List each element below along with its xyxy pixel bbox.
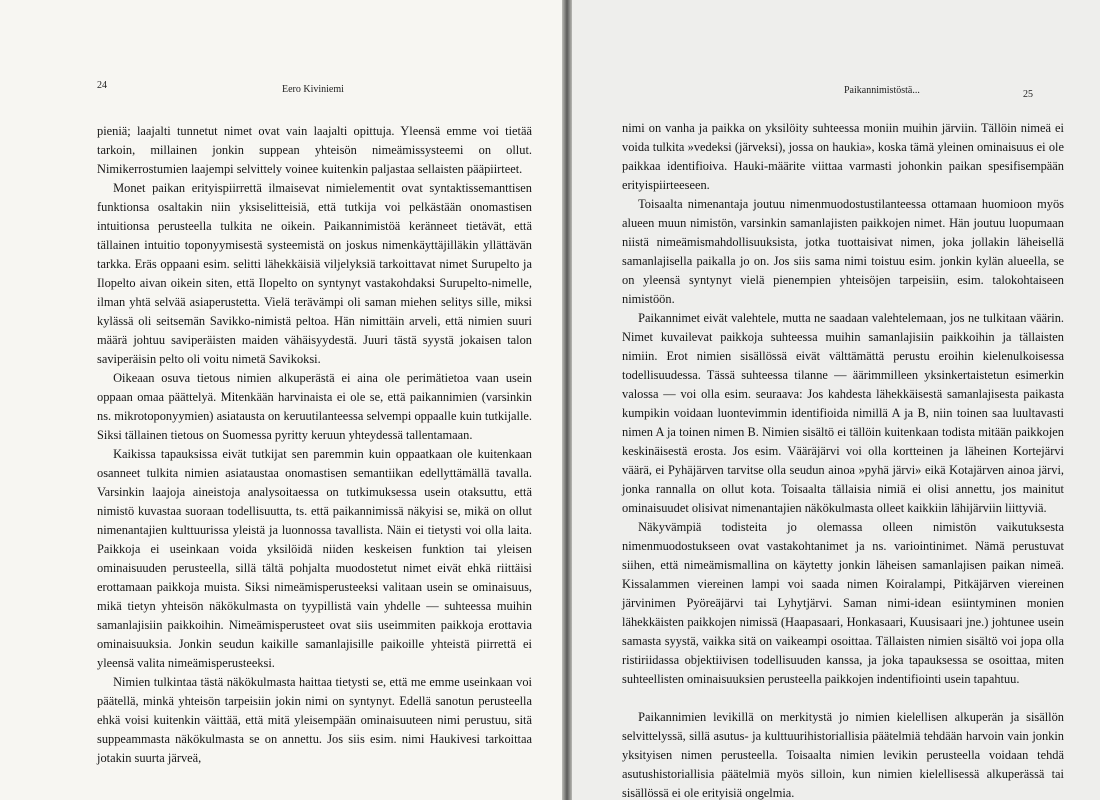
paragraph: nimi on vanha ja paikka on yksilöity suhteessa moniin muihin järviin. Tällöin nimeä ei voida tulkita »vedeksi (järveksi), jossa on haukia», koska tämä yleinen ominaisuus ei ole paikkaa identifioiva. Hauki-määrite viittaa varmasti johonkin paikan spesifisempään erityispiirteeseen. [622, 121, 1064, 192]
right-page [572, 0, 1100, 800]
book-gutter [562, 0, 572, 800]
author-name: Eero Kiviniemi [282, 84, 344, 95]
paragraph: Paikannimet eivät valehtele, mutta ne saadaan valehtelemaan, jos ne tulkitaan väärin. Nimet kuvailevat paikkoja suhteessa muihin samanlajisiin paikkoihin ja tällaisten nimiin. Erot nimien sisällössä eivät välttämättä perustu eroihin kielenulkoisessa todellisuudessa. Tässä suhteessa tilanne — äärimmilleen yksinkertaistetun esimerkin valossa — voi olla esim. seuraava: Jos kahdesta lähekkäisestä samanlajisesta paikasta kumpikin voidaan luontevimmin identifioida nimillä A ja B, niin toinen saa luultavasti nimen A ja toinen nimen B. Nimien sisältö ei tällöin kuitenkaan todista mitään paikkojen keskinäisestä erosta. Jos esim. Vääräjärvi voi olla kortteinen ja läheinen Kortejärvi väärä, ei Pyhäjärven tarvitse olla seudun ainoa »pyhä järvi» eikä Kotajärven ainoa järvi, jonka rannalla on ollut kota. Toisaalta tällaisia nimiä ei olisi annettu, jos mainitut ominaisuudet olisivat nimenantajien näkökulmasta olleet kaikkiin lähijärviin liittyviä. [622, 311, 1064, 515]
paragraph: Monet paikan erityispiirrettä ilmaisevat nimielementit ovat syntaktissemanttisen funktionsa osaltakin niin yksiselitteisiä, että tutkija voi pelkästään onomastisen intuitionsa perusteella tulkita ne oikein. Paikannimistöä keränneet tietävät, että tällainen intuitio toponyymisestä systeemistä on joskus nimenkäyttäjilläkin yllättävän tarkka. Eräs oppaani esim. selitti lähekkäisiä viljelyksiä tarkoittavat nimet Surupelto ja Ilopelto aivan oikein siten, että Ilopelto on syntynyt vastakohdaksi Surupelto-nimelle, ilman yhtä selvää asiaperustetta. Vielä terävämpi oli saman miehen selitys sille, miksi kylässä oli seitsemän Savikko-nimistä peltoa. Hän nimittäin arveli, että nimien suuri määrä johtuu saviperäisten maiden vähäisyydestä. Juuri tästä syystä jokaisen talon saviperäisin pelto oli voitu nimetä Savikoksi. [97, 181, 532, 366]
paragraph: Kaikissa tapauksissa eivät tutkijat sen paremmin kuin oppaatkaan ole kuitenkaan osanneet tulkita nimien asiataustaa onomastisen semantiikan edellyttämällä tavalla. Varsinkin laajoja aineistoja analysoitaessa on tutkimuksessa usein otaksuttu, että nimistö kuvastaa suoraan todellisuutta, ts. että paikannimissä näkyisi se, mikä on ollut nimenantajien kulttuurissa yleistä ja luonnossa tavallista. Näin ei tietysti voi olla laita. Paikkoja ei useinkaan voida yksilöidä niiden keskeisen funktion tai yleisen ominaisuuden perusteella, sillä tältä pohjalta muodostetut nimet eivät ehkä riittäisi erottamaan paikkoja muista. Siksi nimeämisperusteeksi valitaan usein se ominaisuus, mikä tietyn yhteisön näkökulmasta on tyypillistä vain yhdelle — suhteessa muihin samanlajisiin paikkoihin. Nimeämisperusteet ovat siis useimmiten paikkoja erottavia ominaisuuksia. Jonkin seudun kaikille samanlajisille paikoille yhteistä piirrettä ei yleensä valita nimeämisperusteeksi. [97, 447, 532, 670]
paragraph: Oikeaan osuva tietous nimien alkuperästä ei aina ole perimätietoa vaan usein oppaan omaa päättelyä. Mitenkään harvinaista ei ole se, että paikannimien (varsinkin ns. mikrotoponyymien) asiatausta on keruutilanteessa selvempi oppaalle kuin tutkijalle. Siksi tällainen tietous on Suomessa pyritty keruun yhteydessä tallentamaan. [97, 371, 532, 442]
left-body-text [97, 122, 532, 768]
left-running-head [97, 80, 532, 104]
left-page-number: 24 [97, 80, 107, 91]
right-page-number: 25 [1023, 89, 1033, 100]
paragraph: Nimien tulkintaa tästä näkökulmasta haittaa tietysti se, että me emme useinkaan voi päätellä, minkä yhteisön tarpeisiin jokin nimi on syntynyt. Edellä sanotun perusteella ehkä voisi kuitenkin väittää, että mitä yleisempään ominaisuuteen nimi perustuu, sitä suppeammasta näkökulmasta se on annettu. Jos siis esim. nimi Haukivesi tarkoittaa jotakin suurta järveä, [97, 675, 532, 765]
section-title: Paikannimistöstä... [844, 85, 920, 96]
right-running-head [622, 85, 1064, 109]
paragraph: Toisaalta nimenantaja joutuu nimenmuodostustilanteessa ottamaan huomioon myös alueen muun nimistön, varsinkin samanlajisten paikkojen nimet. Hän joutuu luopumaan niistä nimeämismahdollisuuksista, jotka tuottaisivat nimen, joka jollakin läheisellä samanlajisella paikalla jo on. Jos siis sama nimi toistuu esim. jonkin kylän alueella, se on yleensä syntynyt vielä pienempien yhteisöjen tarpeisiin, esim. talokohtaiseen nimistöön. [622, 197, 1064, 306]
paragraph: Paikannimien levikillä on merkitystä jo nimien kielellisen alkuperän ja sisällön selvittelyssä, sillä asutus- ja kulttuurihistoriallisia päätelmiä tehdään harvoin vain jonkin yksityisen nimen perusteella. Toisaalta nimien levikin perusteella voidaan tehdä asutushistoriallisia päätelmiä myös silloin, kun nimien kielellisessä alkuperässä tai sisällössä ei ole erityisiä ongelmia. [622, 710, 1064, 800]
paragraph: pieniä; laajalti tunnetut nimet ovat vain laajalti opittuja. Yleensä emme voi tietää tarkoin, millainen jonkin suppean yhteisön nimeämissysteemi on ollut. Nimikerrostumien laajempi selvittely voinee kuitenkin paljastaa sellaisten pääpiirteet. [97, 124, 532, 176]
paragraph: Näkyvämpiä todisteita jo olemassa olleen nimistön vaikutuksesta nimenmuodostukseen ovat vastakohtanimet ja ns. variointinimet. Nämä perustuvat siihen, että nimeämismallina on käytetty jonkin läheisen samanlajisen paikan nimeä. Kissalammen viereinen lampi voi saada nimen Koiralampi, Pitkäjärven viereinen järvinimen Pyöreäjärvi tai Lyhytjärvi. Saman nimi-idean esiintyminen monien lähekkäisten paikkojen nimissä (Haapasaari, Honkasaari, Kuusisaari jne.) johtunee usein samasta syystä, vaikka sitä on vaikeampi osoittaa. Tällaisten nimien sisältö voi jopa olla ristiriidassa objektiivisen todellisuuden kanssa, ja joka tapauksessa se osoittaa, miten suhteellisten ominaisuuksien perusteella paikkojen indentifiointi usein tapahtuu. [622, 520, 1064, 686]
right-body-text [622, 119, 1064, 800]
